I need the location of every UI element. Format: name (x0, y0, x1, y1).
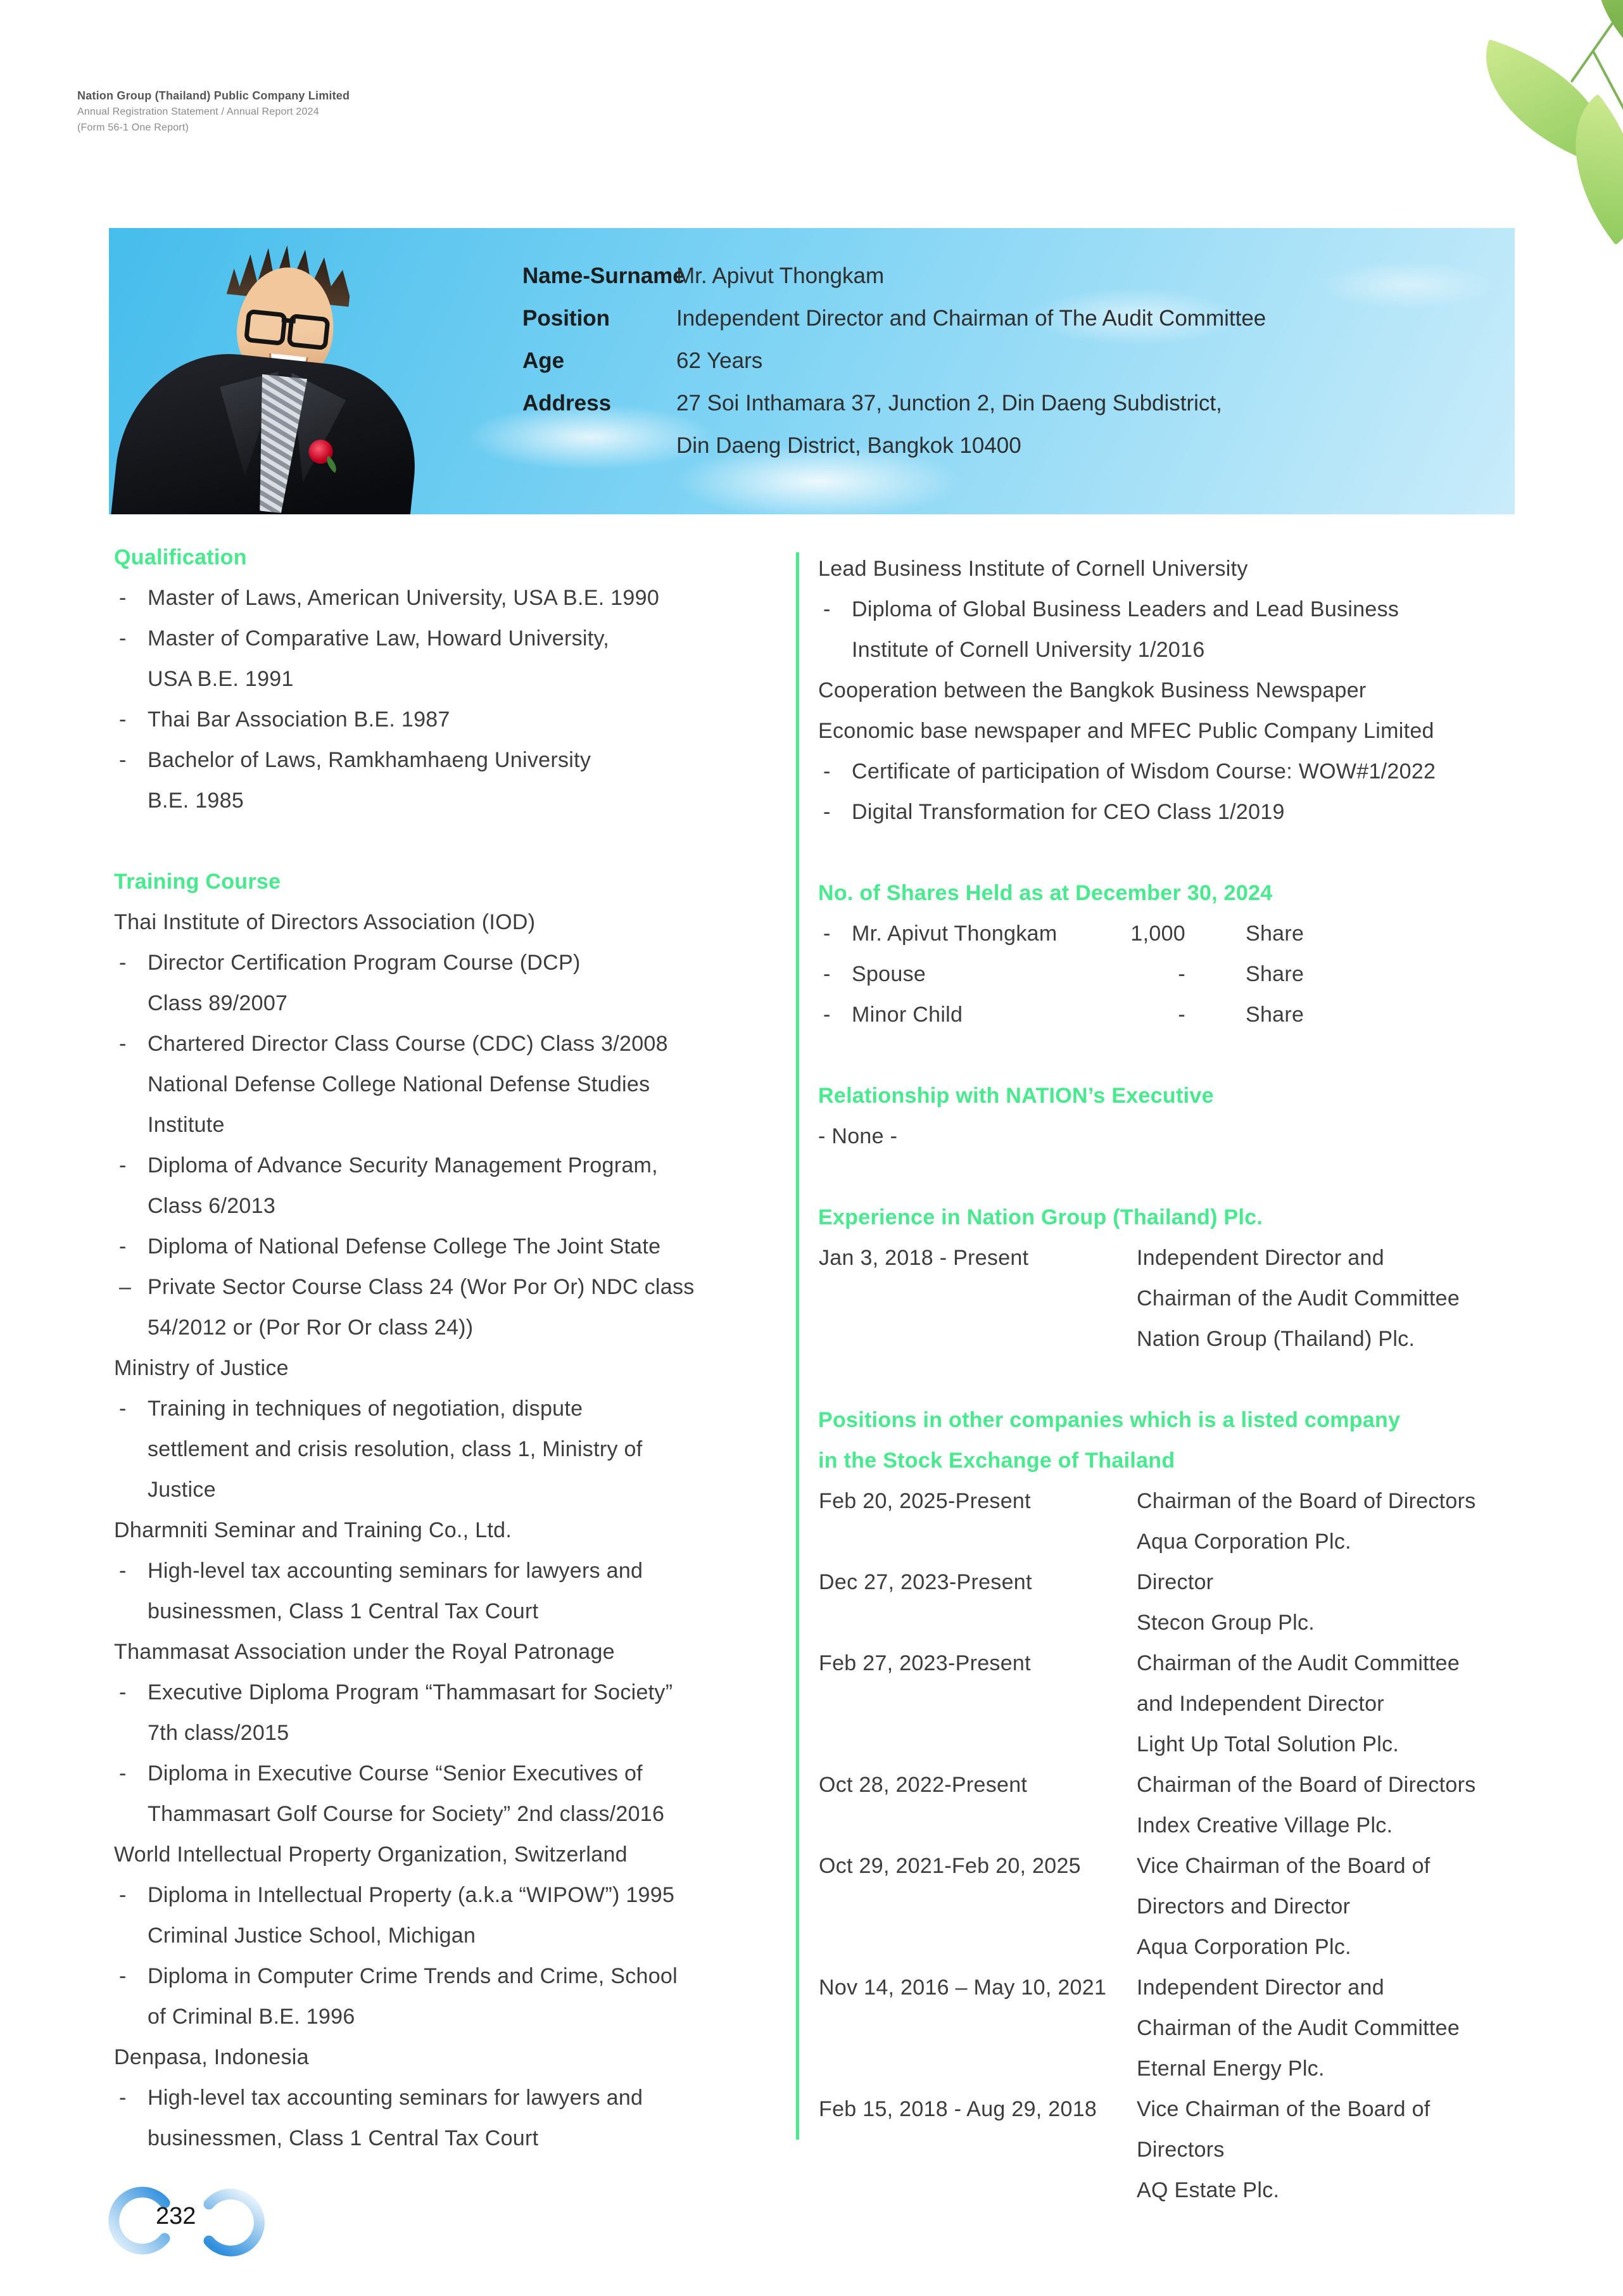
field-label-name: Name-Surname (522, 263, 685, 288)
share-row: - Mr. Apivut Thongkam 1,000 Share (823, 922, 1304, 946)
section-header: Qualification (114, 545, 247, 569)
bullet-item: - High-level tax accounting seminars for lawyers and (119, 2086, 643, 2110)
report-title: Annual Registration Statement / Annual Report 2024 (77, 106, 319, 117)
experience-continuation: Aqua Corporation Plc. (1137, 1935, 1351, 1959)
bullet-item: - Chartered Director Class Course (CDC) Class 3/2008 (119, 1032, 668, 1056)
experience-continuation: and Independent Director (1137, 1692, 1384, 1716)
blank-line (818, 1359, 1616, 1400)
bullet-item: - Training in techniques of negotiation, dispute (119, 1397, 583, 1421)
text-line: World Intellectual Property Organization, Switzerland (114, 1843, 628, 1867)
left-column (114, 537, 792, 2159)
section-header: No. of Shares Held as at December 30, 2024 (818, 881, 1273, 905)
experience-continuation: Chairman of the Audit Committee (1137, 2016, 1460, 2040)
section-header: Experience in Nation Group (Thailand) Plc. (818, 1205, 1263, 1229)
field-age (522, 348, 763, 374)
bullet-item: - Executive Diploma Program “Thammasart for Society” (119, 1680, 673, 1704)
page-number: 232 (156, 2203, 196, 2229)
bullet-continuation: Institute of Cornell University 1/2016 (852, 638, 1205, 662)
experience-continuation: AQ Estate Plc. (1137, 2178, 1280, 2202)
field-value-position: Independent Director and Chairman of The Audit Committee (676, 306, 1266, 331)
bullet-item: – Private Sector Course Class 24 (Wor Por Or) NDC class (119, 1275, 695, 1299)
bullet-item: - Diploma in Executive Course “Senior Executives of (119, 1761, 643, 1785)
bullet-continuation: Criminal Justice School, Michigan (148, 1924, 476, 1948)
bullet-item: - Diploma of National Defense College The Joint State (119, 1234, 661, 1259)
experience-continuation: Aqua Corporation Plc. (1137, 1530, 1351, 1554)
experience-row: Feb 15, 2018 - Aug 29, 2018 Vice Chairman of the Board of (819, 2097, 1430, 2121)
bullet-continuation: Justice (148, 1478, 216, 1502)
bullet-item: - Diploma in Intellectual Property (a.k.a “WIPOW”) 1995 (119, 1883, 675, 1907)
bullet-item: - Diploma in Computer Crime Trends and Crime, School (119, 1964, 678, 1988)
experience-continuation: Directors and Director (1137, 1894, 1351, 1919)
experience-continuation: Chairman of the Audit Committee (1137, 1286, 1460, 1310)
column-divider (796, 552, 799, 2140)
bullet-continuation: Thammasart Golf Course for Society” 2nd class/2016 (148, 1802, 665, 1826)
share-row: - Minor Child - Share (823, 1003, 1304, 1027)
field-label-age: Age (522, 348, 565, 373)
bullet-item: - Master of Laws, American University, USA B.E. 1990 (119, 586, 660, 610)
field-value-name: Mr. Apivut Thongkam (676, 263, 885, 288)
text-line: Thai Institute of Directors Association (IOD) (114, 910, 536, 934)
field-value-address-line2: Din Daeng District, Bangkok 10400 (676, 433, 1021, 458)
director-figure (109, 228, 491, 514)
report-form: (Form 56-1 One Report) (77, 122, 189, 133)
company-name: Nation Group (Thailand) Public Company Limited (77, 89, 350, 102)
text-line: Lead Business Institute of Cornell University (818, 557, 1248, 581)
experience-continuation: Index Creative Village Plc. (1137, 1813, 1393, 1837)
section-header: Positions in other companies which is a listed company (818, 1408, 1401, 1432)
field-position (522, 305, 1266, 332)
section-header: Relationship with NATION’s Executive (818, 1084, 1214, 1108)
bullet-item: - Diploma of Global Business Leaders and Lead Business (823, 597, 1399, 621)
experience-continuation: Light Up Total Solution Plc. (1137, 1732, 1399, 1756)
field-value-age: 62 Years (676, 348, 763, 373)
experience-row: Nov 14, 2016 – May 10, 2021 Independent Director and (819, 1976, 1384, 2000)
blank-line (818, 1035, 1616, 1075)
text-line: Economic base newspaper and MFEC Public Company Limited (818, 719, 1434, 743)
field-name (522, 263, 885, 289)
bullet-continuation: Class 6/2013 (148, 1194, 276, 1218)
section-header: Training Course (114, 870, 281, 894)
text-line: Denpasa, Indonesia (114, 2045, 309, 2069)
bullet-continuation: Institute (148, 1113, 225, 1137)
text-line: Cooperation between the Bangkok Business Newspaper (818, 678, 1367, 702)
text-line: Dharmniti Seminar and Training Co., Ltd. (114, 1518, 512, 1542)
bullet-item: - Bachelor of Laws, Ramkhamhaeng University (119, 748, 591, 772)
field-address-line2 (522, 433, 1021, 459)
bullet-continuation: 54/2012 or (Por Ror Or class 24)) (148, 1316, 474, 1340)
text-line: Thammasat Association under the Royal Patronage (114, 1640, 615, 1664)
bullet-item: - Thai Bar Association B.E. 1987 (119, 707, 450, 732)
experience-row: Feb 27, 2023-Present Chairman of the Audit Committee (819, 1651, 1460, 1675)
text-line: - None - (818, 1124, 898, 1148)
text-line: Ministry of Justice (114, 1356, 289, 1380)
experience-row: Oct 28, 2022-Present Chairman of the Board of Directors (819, 1773, 1476, 1797)
bullet-item: - High-level tax accounting seminars for lawyers and (119, 1559, 643, 1583)
experience-continuation: Eternal Energy Plc. (1137, 2057, 1325, 2081)
experience-row: Jan 3, 2018 - Present Independent Director and (819, 1246, 1384, 1270)
blank-line (818, 1157, 1616, 1197)
share-row: - Spouse - Share (823, 962, 1304, 986)
blank-line (818, 832, 1616, 873)
director-photo (109, 228, 514, 514)
report-header (77, 87, 350, 136)
field-label-address: Address (522, 391, 612, 415)
bullet-continuation: of Criminal B.E. 1996 (148, 2005, 355, 2029)
bullet-continuation: B.E. 1985 (148, 789, 244, 813)
bullet-continuation: businessmen, Class 1 Central Tax Court (148, 2126, 539, 2150)
leaf-shape (1563, 0, 1623, 65)
bullet-item: - Master of Comparative Law, Howard University, (119, 626, 610, 650)
experience-row: Oct 29, 2021-Feb 20, 2025 Vice Chairman of the Board of (819, 1854, 1430, 1878)
experience-row: Feb 20, 2025-Present Chairman of the Board of Directors (819, 1489, 1476, 1513)
bullet-continuation: 7th class/2015 (148, 1721, 289, 1745)
experience-continuation: Directors (1137, 2138, 1225, 2162)
bullet-item: - Digital Transformation for CEO Class 1/2019 (823, 800, 1285, 824)
field-value-address-line1: 27 Soi Inthamara 37, Junction 2, Din Daeng Subdistrict, (676, 391, 1222, 415)
leaves-decoration (1437, 0, 1623, 215)
right-column (818, 549, 1616, 2210)
bullet-continuation: settlement and crisis resolution, class 1, Ministry of (148, 1437, 643, 1461)
experience-continuation: Stecon Group Plc. (1137, 1611, 1315, 1635)
profile-card (109, 228, 1515, 514)
experience-row: Dec 27, 2023-Present Director (819, 1570, 1214, 1594)
bullet-continuation: National Defense College National Defense Studies (148, 1072, 650, 1096)
right-arc (209, 2194, 259, 2251)
field-address (522, 390, 1222, 417)
blank-line (114, 821, 792, 861)
bullet-item: - Director Certification Program Course (DCP) (119, 951, 581, 975)
experience-continuation: Nation Group (Thailand) Plc. (1137, 1327, 1415, 1351)
bullet-item: - Diploma of Advance Security Management Program, (119, 1153, 658, 1177)
field-label-position: Position (522, 306, 610, 331)
bullet-continuation: Class 89/2007 (148, 991, 288, 1015)
section-header: in the Stock Exchange of Thailand (818, 1449, 1175, 1473)
bullet-item: - Certificate of participation of Wisdom Course: WOW#1/2022 (823, 759, 1436, 783)
bullet-continuation: businessmen, Class 1 Central Tax Court (148, 1599, 539, 1623)
bullet-continuation: USA B.E. 1991 (148, 667, 294, 691)
